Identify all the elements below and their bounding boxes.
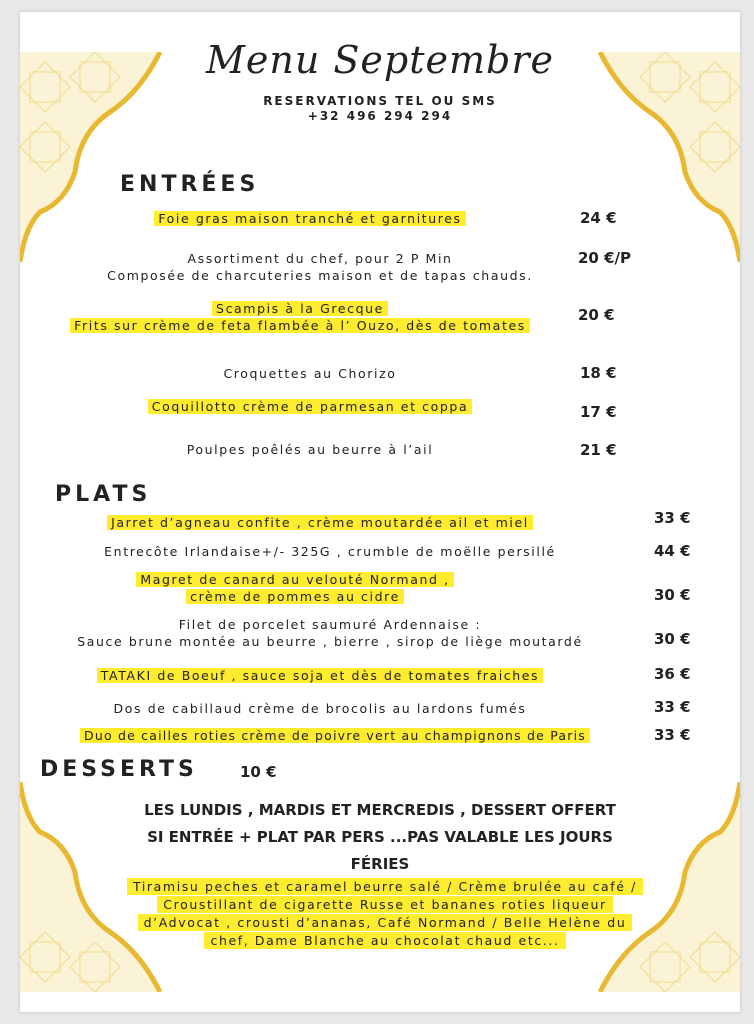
ornament-top-right xyxy=(580,52,740,262)
plat-item: Dos de cabillaud crème de brocolis au lardons fumés xyxy=(113,701,527,716)
dessert-list: Tiramisu peches et caramel beurre salé / Crème brulée au café / Croustillant de cigarette Russe et bananes roties liqueur d’Advocat , crousti d’ananas, Café Normand / Belle Helène du chef, Dame Blanche au chocolat chaud etc... xyxy=(120,878,650,950)
entree-price: 24 € xyxy=(580,209,617,227)
dessert-offer: LES LUNDIS , MARDIS ET MERCREDIS , DESSERT OFFERT SI ENTRÉE + PLAT PAR PERS ...PAS VALABLE LES JOURS FÉRIES xyxy=(144,801,616,873)
menu-page xyxy=(20,12,740,1012)
entree-price: 20 € xyxy=(578,306,615,324)
entree-item: Foie gras maison tranché et garnitures xyxy=(100,210,520,227)
ornament-top-left xyxy=(20,52,180,262)
plat-item: Jarret d’agneau confite , crème moutardée ail et miel xyxy=(40,514,600,531)
entree-item: Assortiment du chef, pour 2 P Min Composée de charcuteries maison et de tapas chauds. xyxy=(107,251,533,283)
section-heading-entrees: ENTRÉES xyxy=(120,172,260,197)
entree-item: Scampis à la Grecque Frits sur crème de feta flambée à l’ Ouzo, dès de tomates xyxy=(40,300,560,334)
reservations-label: RESERVATIONS TEL OU SMS xyxy=(263,94,497,108)
section-heading-plats: PLATS xyxy=(55,482,152,507)
plat-price: 36 € xyxy=(654,665,691,683)
plat-price: 30 € xyxy=(654,630,691,648)
entree-price: 21 € xyxy=(580,441,617,459)
desserts-price: 10 € xyxy=(240,763,277,781)
entree-item: Coquillotto crème de parmesan et coppa xyxy=(100,398,520,415)
plat-price: 33 € xyxy=(654,726,691,744)
plat-item: Entrecôte Irlandaise+/- 325G , crumble de moëlle persillé xyxy=(104,544,556,559)
menu-title: Menu Septembre xyxy=(205,38,555,82)
plat-item: Duo de cailles roties crème de poivre vert au champignons de Paris xyxy=(30,727,640,744)
plat-item: Magret de canard au velouté Normand , crème de pommes au cidre xyxy=(80,571,510,605)
entree-item: Croquettes au Chorizo xyxy=(223,366,397,381)
entree-price: 18 € xyxy=(580,364,617,382)
entree-price: 17 € xyxy=(580,403,617,421)
plat-price: 33 € xyxy=(654,509,691,527)
section-heading-desserts: DESSERTS xyxy=(40,757,198,782)
plat-item: Filet de porcelet saumuré Ardennaise : Sauce brune montée au beurre , bierre , sirop de liège moutardé xyxy=(77,617,583,649)
plat-item: TATAKI de Boeuf , sauce soja et dès de tomates fraiches xyxy=(40,667,600,684)
plat-price: 33 € xyxy=(654,698,691,716)
phone-number: +32 496 294 294 xyxy=(307,109,453,123)
entree-price: 20 €/P xyxy=(578,249,632,267)
plat-price: 30 € xyxy=(654,586,691,604)
entree-item: Poulpes poêlés au beurre à l’ail xyxy=(186,442,434,457)
plat-price: 44 € xyxy=(654,542,691,560)
